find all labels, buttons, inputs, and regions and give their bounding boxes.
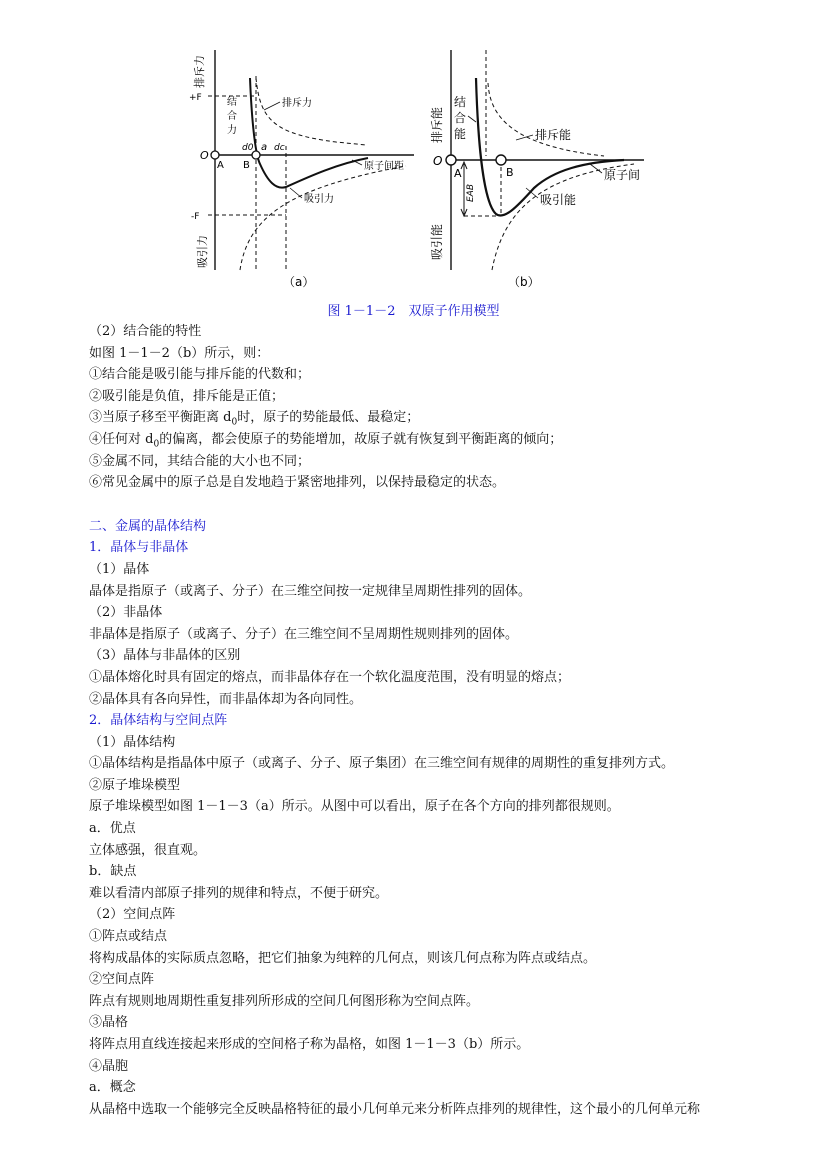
- binding-energy-char-1: 结: [454, 95, 467, 109]
- eab-label: EAB: [466, 183, 476, 202]
- y-top-label: 排斥力: [193, 55, 206, 88]
- binding-force-char-1: 结: [227, 97, 237, 108]
- panel-a-sublabel: （a）: [283, 275, 315, 289]
- d1-b: b．缺点: [89, 864, 137, 880]
- origin-label: O: [200, 149, 209, 162]
- repulsive-force-label: 排斥力: [282, 98, 312, 109]
- point-b: [496, 155, 506, 165]
- c3-p2: ②晶体具有各向异性，而非晶体却为各向同性。: [89, 691, 363, 707]
- d2-4-text: 从晶格中选取一个能够完全反映晶格特征的最小几何单元来分析阵点排列的规律性，这个最小的几何单元称: [89, 1101, 701, 1117]
- y-bottom-tick: -F: [191, 212, 200, 222]
- attractive-force-curve: [240, 166, 406, 270]
- binding-force-char-2: 合: [227, 111, 237, 122]
- d1-a-text: 立体感强，很直观。: [89, 842, 207, 858]
- d0-label: d0: [242, 143, 254, 153]
- d1-title: （1）晶体结构: [89, 734, 176, 750]
- d2-3-text: 将阵点用直线连接起来形成的空间格子称为晶格，如图 1－1－3（b）所示。: [89, 1037, 530, 1052]
- subsection-heading-1: 1．晶体与非晶体: [89, 540, 189, 556]
- s2-p5: ⑤金属不同，其结合能的大小也不同；: [89, 453, 311, 469]
- c1-title: （1）晶体: [89, 561, 150, 577]
- d1-a: a．优点: [89, 821, 136, 837]
- binding-force-curve: [250, 78, 368, 188]
- section-heading: 二、金属的晶体结构: [89, 518, 207, 534]
- d1-p1: ①晶体结构是指晶体中原子（或离子、分子、原子集团）在三维空间有规律的周期性的重复排列方式。: [89, 756, 675, 772]
- figure-caption: 图 1－1－2 双原子作用模型: [327, 304, 500, 319]
- attractive-force-label: 吸引力: [304, 194, 334, 205]
- x-axis-label: 原子间距: [364, 161, 404, 172]
- point-a-label: A: [217, 160, 224, 171]
- point-b-label: B: [506, 166, 514, 179]
- spacer: [89, 494, 779, 516]
- subsection-heading-2: 2．晶体结构与空间点阵: [89, 713, 228, 729]
- figure-area: [186, 38, 646, 292]
- s2-p1: ①结合能是吸引能与排斥能的代数和；: [89, 367, 311, 383]
- d1-p3: 原子堆垛模型如图 1－1－3（a）所示。从图中可以看出，原子在各个方向的排列都很规则。: [89, 799, 620, 815]
- d2-title: （2）空间点阵: [89, 907, 176, 923]
- binding-force-char-3: 力: [227, 125, 237, 136]
- attractive-energy-label: 吸引能: [540, 193, 577, 207]
- c1-text: 晶体是指原子（或离子、分子）在三维空间按一定规律呈周期性排列的固体。: [89, 583, 532, 599]
- binding-energy-char-3: 能: [454, 127, 467, 141]
- d1-p2: ②原子堆垛模型: [89, 777, 181, 793]
- energy-diagram: [424, 38, 646, 292]
- s2-intro: 如图 1－1－2（b）所示，则：: [89, 345, 270, 361]
- x-axis-label: 原子间: [604, 168, 641, 182]
- d2-4-a: a．概念: [89, 1080, 136, 1096]
- repulsive-force-curve: [256, 78, 366, 145]
- a-mark: a: [261, 142, 268, 153]
- origin-point: [446, 155, 456, 165]
- body-text: [89, 321, 779, 1120]
- dc-label: dc: [274, 143, 285, 153]
- s2-p4-a: ④任何对 d: [89, 431, 154, 447]
- point-a-label: A: [454, 167, 462, 180]
- s2-p3-b: 时，原子的势能最低、最稳定；: [237, 410, 420, 426]
- repulsive-leader: [516, 135, 533, 140]
- c3-title: （3）晶体与非晶体的区别: [89, 648, 241, 664]
- binding-energy-char-2: 合: [454, 111, 467, 125]
- repulsive-leader: [264, 102, 280, 110]
- s2-p4: [89, 429, 779, 451]
- s2-title: （2）结合能的特性: [89, 324, 202, 339]
- s2-p3: [89, 407, 779, 429]
- d2-3: ③晶格: [89, 1015, 129, 1031]
- d1-b-text: 难以看清内部原子排列的规律和特点，不便于研究。: [89, 885, 389, 901]
- binding-leader: [468, 116, 476, 122]
- s2-p2: ②吸引能是负值，排斥能是正值；: [89, 388, 285, 404]
- s2-p4-sub: 0: [153, 439, 160, 450]
- c2-text: 非晶体是指原子（或离子、分子）在三维空间不呈周期性规则排列的固体。: [89, 626, 519, 642]
- repulsive-energy-label: 排斥能: [535, 128, 572, 142]
- s2-p4-b: 的偏离，都会使原子的势能增加，故原子就有恢复到平衡距离的倾向；: [159, 431, 563, 447]
- point-b-label: B: [243, 160, 250, 171]
- y-bottom-label: 吸引力: [196, 235, 209, 268]
- origin-label: O: [433, 154, 443, 168]
- y-top-label: 排斥能: [430, 106, 444, 143]
- repulsive-energy-curve: [488, 83, 604, 156]
- y-bottom-label: 吸引能: [430, 223, 444, 260]
- attractive-leader: [290, 188, 302, 198]
- d2-2: ②空间点阵: [89, 972, 155, 988]
- s2-p3-a: ③当原子移至平衡距离 d: [89, 410, 232, 426]
- s2-p3-sub: 0: [231, 417, 238, 428]
- d2-2-text: 阵点有规则地周期性重复排列所形成的空间几何图形称为空间点阵。: [89, 993, 480, 1009]
- origin-point: [211, 151, 219, 159]
- c3-p1: ①晶体熔化时具有固定的熔点，而非晶体存在一个软化温度范围，没有明显的熔点；: [89, 669, 571, 685]
- force-diagram: [186, 38, 416, 292]
- d2-4: ④晶胞: [89, 1058, 129, 1074]
- c2-title: （2）非晶体: [89, 605, 163, 621]
- y-top-tick: +F: [189, 93, 202, 103]
- d2-1: ①阵点或结点: [89, 929, 168, 945]
- s2-p6: ⑥常见金属中的原子总是自发地趋于紧密地排列，以保持最稳定的状态。: [89, 475, 506, 491]
- d2-1-text: 将构成晶体的实际质点忽略，把它们抽象为纯粹的几何点，则该几何点称为阵点或结点。: [89, 950, 597, 966]
- panel-b-sublabel: （b）: [508, 275, 540, 289]
